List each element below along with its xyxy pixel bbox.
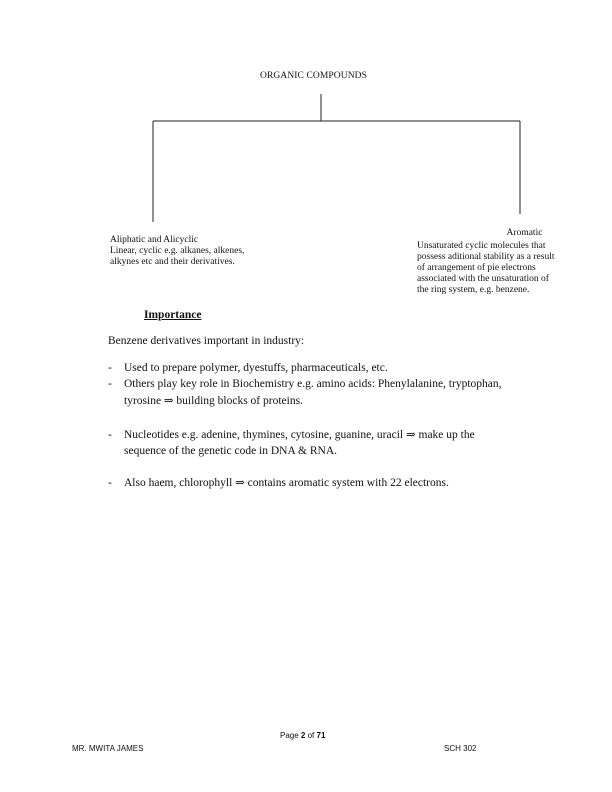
list-item <box>108 360 568 376</box>
bullet-line: tyrosine ⇒ building blocks of proteins. <box>124 395 303 407</box>
left-node <box>110 235 285 268</box>
bullet-line: Used to prepare polymer, dyestuffs, pharmaceuticals, etc. <box>124 362 388 374</box>
page-number <box>280 731 325 740</box>
list-item <box>108 475 568 491</box>
bullet-line: Also haem, chlorophyll ⇒ contains aromatic system with 22 electrons. <box>124 477 449 489</box>
left-node-line: Linear, cyclic e.g. alkanes, alkenes, <box>110 246 245 256</box>
right-node-line: of arrangement of pie electrons <box>417 263 536 273</box>
diagram-root-label: ORGANIC COMPOUNDS <box>260 71 368 81</box>
footer-course: SCH 302 <box>444 744 477 753</box>
list-item <box>108 376 568 408</box>
bullet-dash: - <box>108 429 112 441</box>
list-item <box>108 427 568 459</box>
bullet-dash: - <box>108 378 112 390</box>
bullet-line: sequence of the genetic code in DNA & RNA. <box>124 445 338 457</box>
bullet-line: Nucleotides e.g. adenine, thymines, cytosine, guanine, uracil ⇒ make up the <box>124 429 475 441</box>
left-node-title: Aliphatic and Alicyclic <box>110 235 199 245</box>
left-node-line: alkynes etc and their derivatives. <box>110 257 235 267</box>
section-intro: Benzene derivatives important in industry: <box>108 335 305 347</box>
right-node-line: associated with the unsaturation of <box>417 274 549 284</box>
bullet-line: Others play key role in Biochemistry e.g. amino acids: Phenylalanine, tryptophan, <box>124 378 502 390</box>
right-node-line: Unsaturated cyclic molecules that <box>417 241 546 251</box>
right-node-line: possess aditional stability as a result <box>417 252 555 262</box>
footer-author: MR. MWITA JAMES <box>72 744 144 753</box>
page-prefix: Page <box>280 731 299 740</box>
right-node-line: the ring system, e.g. benzene. <box>417 285 530 295</box>
page-total: 71 <box>316 731 326 740</box>
page-current: 2 <box>300 731 306 740</box>
right-node-title: Aromatic <box>506 228 543 238</box>
right-node <box>417 228 582 296</box>
bullet-dash: - <box>108 362 112 374</box>
section-heading: Importance <box>144 309 202 321</box>
page-of: of <box>307 731 315 740</box>
bullet-dash: - <box>108 477 112 489</box>
